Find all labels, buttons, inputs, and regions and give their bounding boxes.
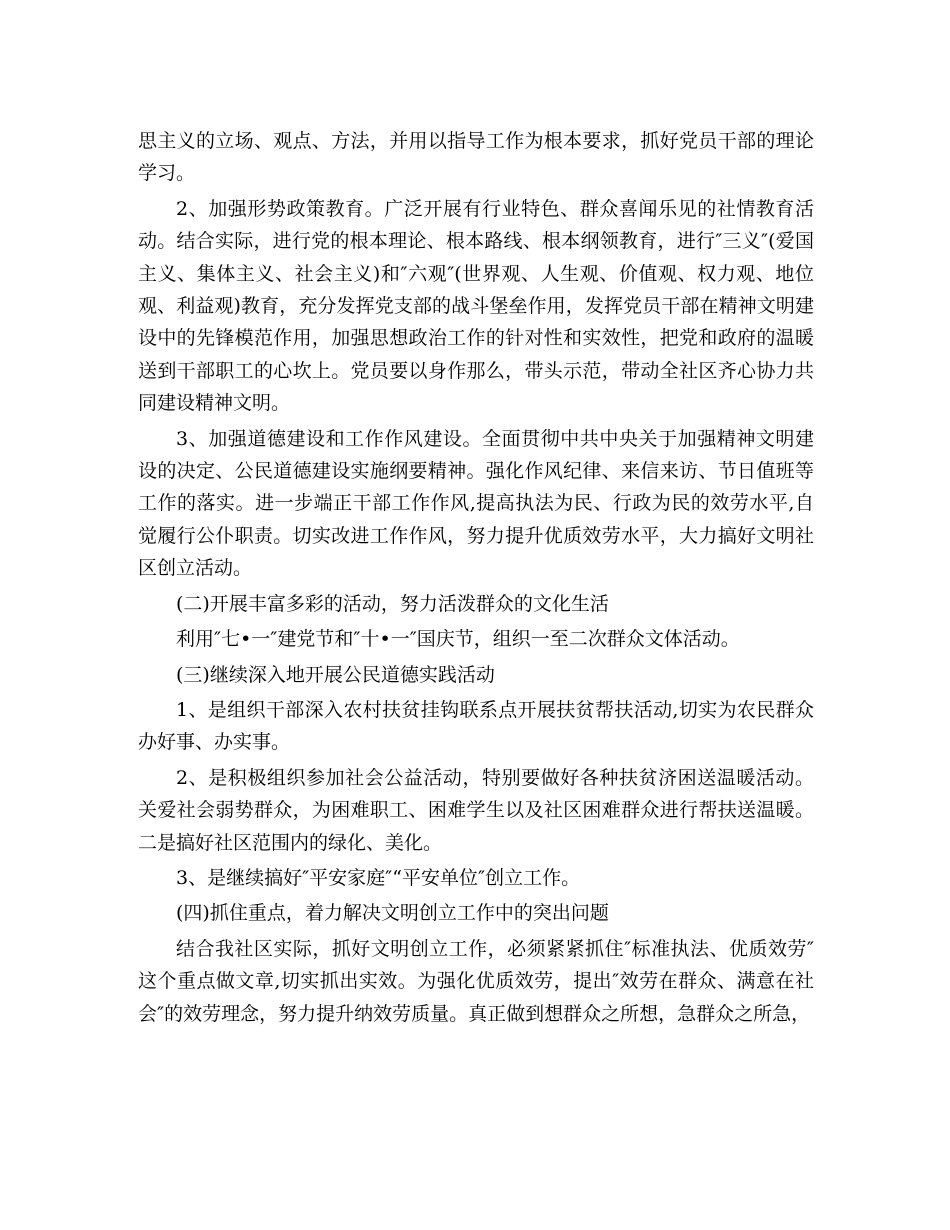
paragraph-8: 2、是积极组织参加社会公益活动，特别要做好各种扶贫济困送温暖活动。关爱社会弱势群众，为困难职工、困难学生以及社区困难群众进行帮扶送温暖。二是搞好社区范围内的绿化、美化。	[138, 766, 814, 854]
section-heading-4: (四)抓住重点，着力解决文明创立工作中的突出问题	[176, 902, 609, 925]
paragraph-2: 2、加强形势政策教育。广泛开展有行业特色、群众喜闻乐见的社情教育活动。结合实际，进行党的根本理论、根本路线、根本纲领教育，进行″三义″(爱国主义、集体主义、社会主义)和″六观″(世界观、人生观、价值观、权力观、地位观、利益观)教育，充分发挥党支部的战斗堡垒作用，发挥党员干部在精神文明建设中的先锋模范作用，加强思想政治工作的针对性和实效性，把党和政府的温暖送到干部职工的心坎上。党员要以身作那么，带头示范，带动全社区齐心协力共同建设精神文明。	[138, 197, 814, 415]
paragraph-3: 3、加强道德建设和工作作风建设。全面贯彻中共中央关于加强精神文明建设的决定、公民道德建设实施纲要精神。强化作风纪律、来信来访、节日值班等工作的落实。进一步端正干部工作作风,提高执法为民、行政为民的效劳水平,自觉履行公仆职责。切实改进工作作风，努力提升优质效劳水平，大力搞好文明社区创立活动。	[138, 427, 814, 580]
section-heading-2: (二)开展丰富多彩的活动，努力活泼群众的文化生活	[176, 592, 609, 615]
paragraph-9: 3、是继续搞好″平安家庭″“平安单位″创立工作。	[176, 866, 581, 889]
paragraph-1: 思主义的立场、观点、方法，并用以指导工作为根本要求，抓好党员干部的理论学习。	[138, 130, 814, 185]
paragraph-5: 利用″七•一″建党节和″十•一″国庆节，组织一至二次群众文体活动。	[176, 628, 740, 651]
paragraph-7: 1、是组织干部深入农村扶贫挂钩联系点开展扶贫帮扶活动,切实为农民群众办好事、办实事。	[138, 698, 814, 754]
paragraph-11: 结合我社区实际，抓好文明创立工作，必须紧紧抓住″标准执法、优质效劳″这个重点做文章,切实抓出实效。为强化优质效劳，提出″效劳在群众、满意在社会″的效劳理念，努力提升纳效劳质量。真正做到想群众之所想，急群众之所急，	[138, 937, 814, 1025]
document-body	[138, 125, 814, 1033]
section-heading-3: (三)继续深入地开展公民道德实践活动	[176, 663, 495, 686]
